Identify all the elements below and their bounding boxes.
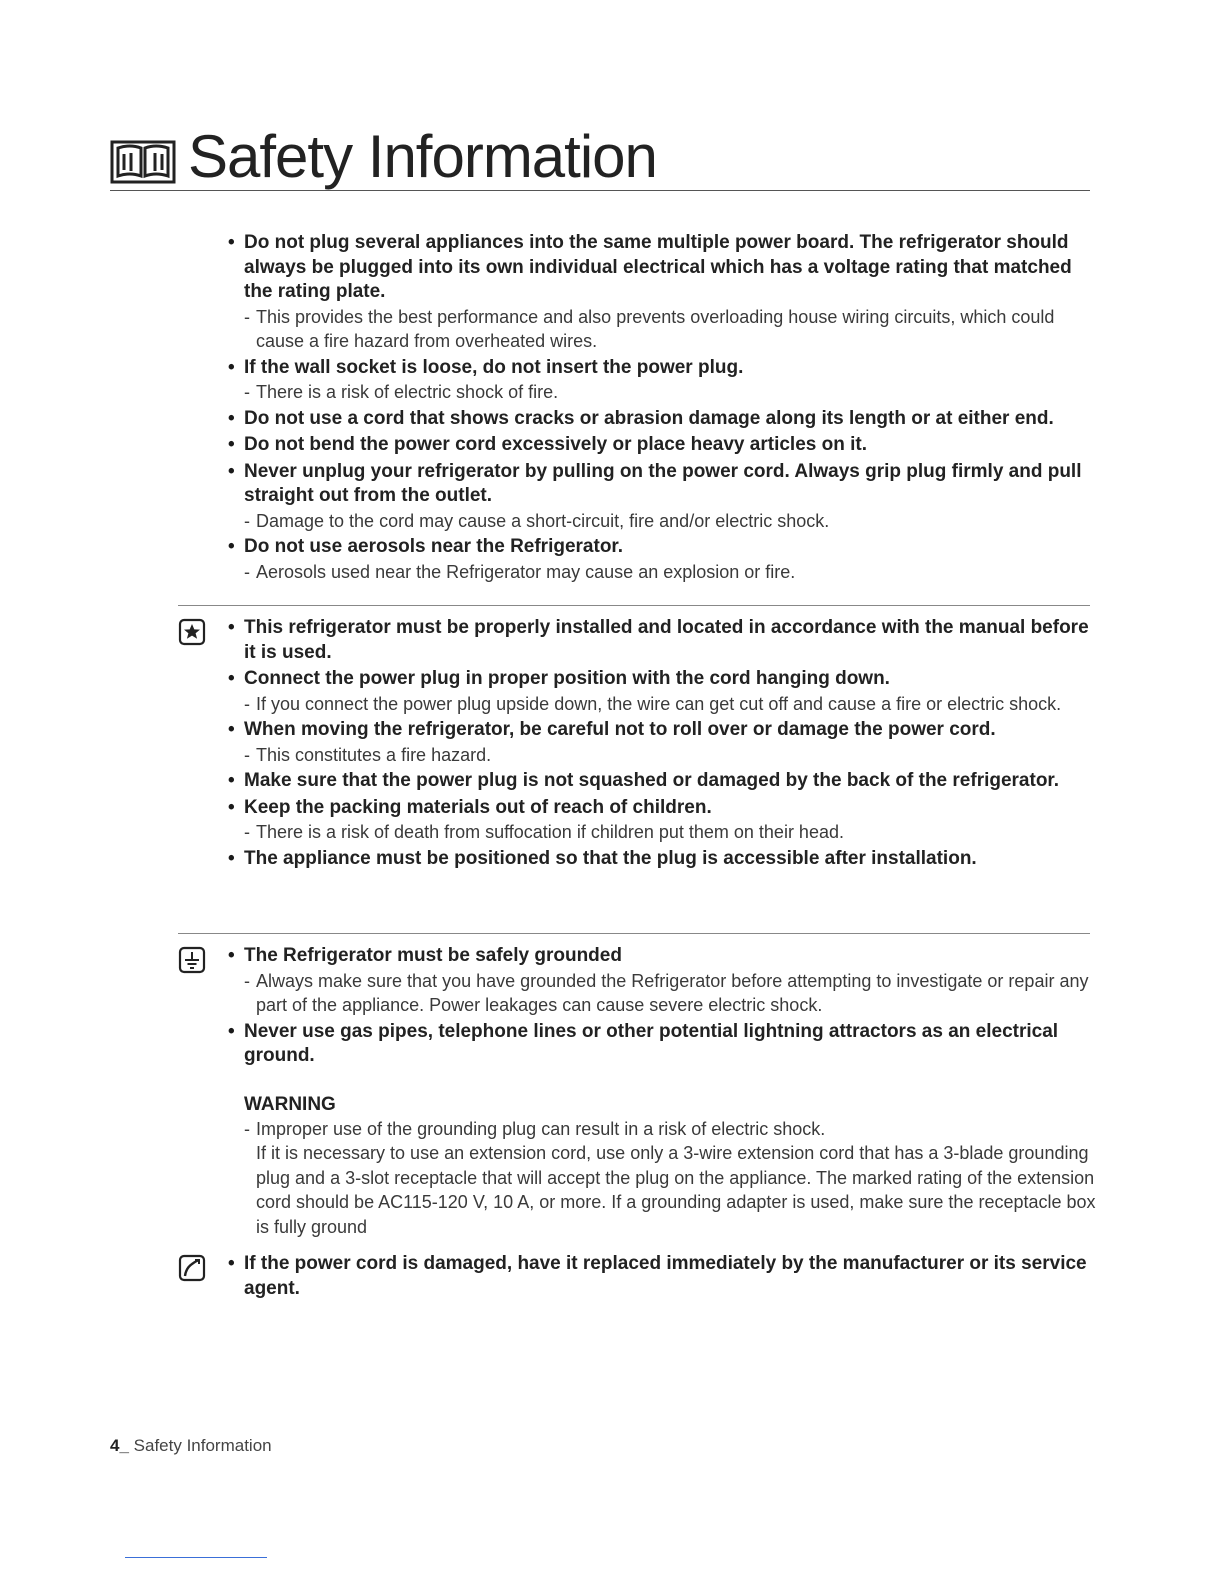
list-item: • If the wall socket is loose, do not insert the power plug. - There is a risk of electric shock of fire.: [228, 356, 744, 402]
page-number: 4_: [110, 1436, 129, 1455]
list-item: • When moving the refrigerator, be careful not to roll over or damage the power cord. - This constitutes a fire hazard.: [228, 719, 996, 765]
list-item: • The appliance must be positioned so that the plug is accessible after installation.: [228, 847, 977, 869]
list-item: • Do not use a cord that shows cracks or abrasion damage along its length or at either end.: [228, 407, 1054, 429]
list-item: • Never use gas pipes, telephone lines or other potential lightning attractors as an electrical ground.: [228, 1020, 1059, 1066]
ground-icon: [178, 946, 206, 974]
list-item: • If the power cord is damaged, have it replaced immediately by the manufacturer or its service agent.: [228, 1253, 1087, 1299]
list-item: • Never unplug your refrigerator by pulling on the power cord. Always grip plug firmly and pull straight out from the outlet. - Damage to the cord may cause a short-circuit, fire and/or electric shock.: [228, 460, 1082, 531]
service-icon: [178, 1254, 206, 1282]
list-item: • This refrigerator must be properly installed and located in accordance with the manual before it is used.: [228, 617, 1089, 663]
page-footer: [110, 1436, 272, 1456]
warning-title: WARNING: [244, 1093, 336, 1115]
list-item: • Make sure that the power plug is not squashed or damaged by the back of the refrigerator.: [228, 770, 1060, 791]
list-item: • Connect the power plug in proper position with the cord hanging down. - If you connect the power plug upside down, the wire can get cut off and cause a fire or electric shock.: [228, 668, 1062, 714]
list-item: • Do not use aerosols near the Refrigerator. - Aerosols used near the Refrigerator may cause an explosion or fire.: [228, 536, 796, 582]
book-icon: [110, 140, 176, 184]
page-header: [110, 124, 1090, 191]
divider: [178, 605, 1090, 606]
warning-text: - Improper use of the grounding plug can result in a risk of electric shock. If it is necessary to use an extension cord, use only a 3-wire extension cord that has a 3-blade grounding plug and a 3-slot receptacle that will accept the plug on the appliance. The marked rating of the extension cord should be AC115-120 V, 10 A, or more. If a grounding adapter is used, make sure the receptacle box is fully ground: [244, 1118, 1096, 1237]
footer-label: Safety Information: [133, 1436, 272, 1455]
divider: [178, 933, 1090, 934]
list-item: • Do not bend the power cord excessively or place heavy articles on it.: [228, 434, 867, 455]
list-item: • The Refrigerator must be safely grounded - Always make sure that you have grounded the Refrigerator before attempting to investigate or repair any part of the appliance. Power leakages can cause severe electric shock.: [228, 945, 1089, 1015]
list-item: • Do not plug several appliances into the same multiple power board. The refrigerator should always be plugged into its own individual electrical which has a voltage rating that matched the rating plate. - This provides the best performance and also prevents overloading house wiring circuits, which could cause a fire hazard from overheated wires.: [228, 232, 1072, 351]
star-caution-icon: [178, 618, 206, 646]
page-title: Safety Information: [188, 123, 657, 190]
list-item: • Keep the packing materials out of reach of children. - There is a risk of death from suffocation if children put them on their head.: [228, 796, 844, 842]
footer-divider: [125, 1557, 267, 1558]
